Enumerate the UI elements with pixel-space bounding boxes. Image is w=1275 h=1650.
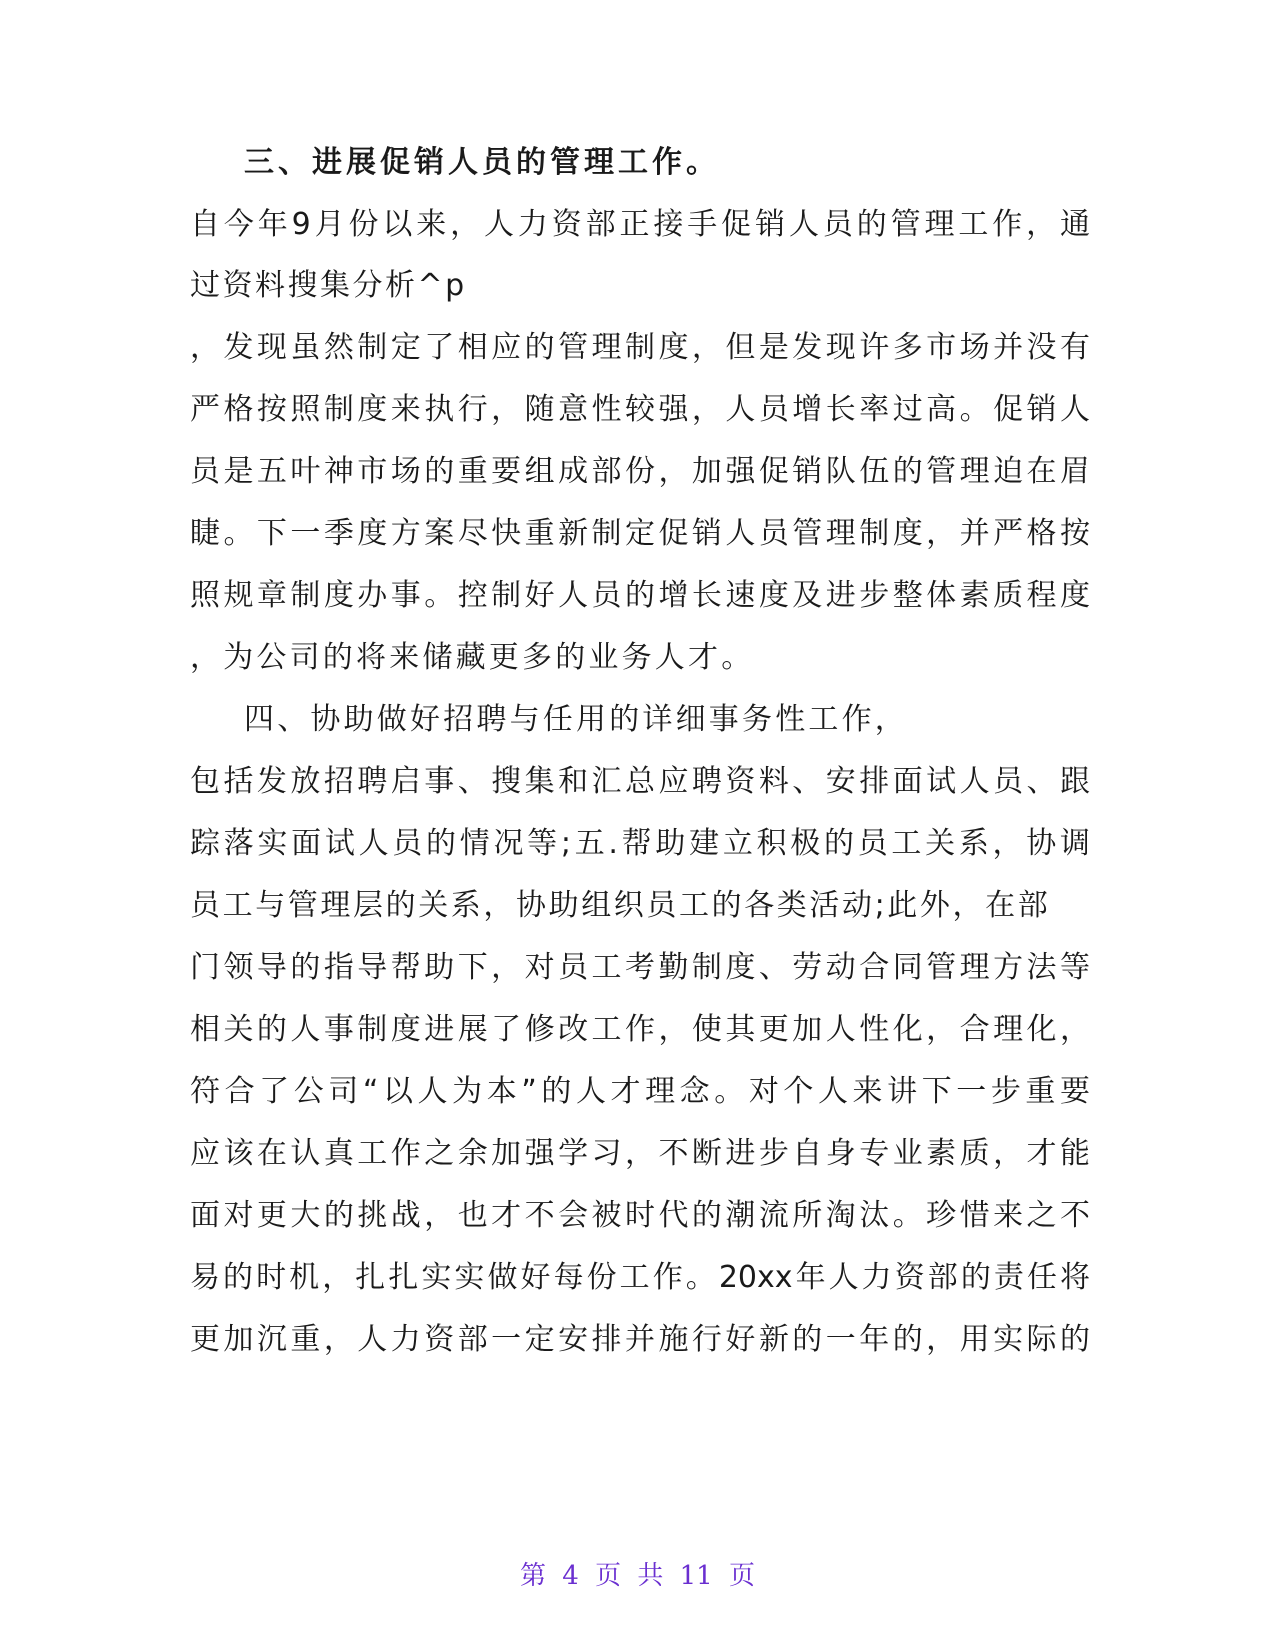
text-line: 应该在认真工作之余加强学习，不断进步自身专业素质，才能 bbox=[190, 1136, 1090, 1171]
footer-page-number: 4 bbox=[562, 1561, 579, 1591]
text-line: 门领导的指导帮助下，对员工考勤制度、劳动合同管理方法等 bbox=[190, 950, 1090, 985]
text-line: 过资料搜集分析^p bbox=[190, 268, 467, 303]
footer-total-word: 共 bbox=[637, 1561, 664, 1591]
text-line: 员是五叶神市场的重要组成部份，加强促销队伍的管理迫在眉 bbox=[190, 454, 1090, 489]
text-line: 相关的人事制度进展了修改工作，使其更加人性化，合理化， bbox=[190, 1012, 1090, 1047]
text-line: 严格按照制度来执行，随意性较强，人员增长率过高。促销人 bbox=[190, 392, 1090, 427]
text-line: 踪落实面试人员的情况等;五.帮助建立积极的员工关系，协调 bbox=[190, 826, 1090, 861]
text-line: 易的时机，扎扎实实做好每份工作。20xx年人力资部的责任将 bbox=[190, 1260, 1090, 1295]
text-line: 照规章制度办事。控制好人员的增长速度及进步整体素质程度 bbox=[190, 578, 1090, 613]
footer-total-pages: 11 bbox=[679, 1561, 713, 1591]
text-line: 包括发放招聘启事、搜集和汇总应聘资料、安排面试人员、跟 bbox=[190, 764, 1090, 799]
footer-suffix: 页 bbox=[729, 1561, 756, 1591]
text-line: ，为公司的将来储藏更多的业务人才。 bbox=[190, 640, 755, 675]
text-line: 睫。下一季度方案尽快重新制定促销人员管理制度，并严格按 bbox=[190, 516, 1090, 551]
text-line: 员工与管理层的关系，协助组织员工的各类活动;此外，在部 bbox=[190, 888, 1051, 923]
section-heading: 三、进展促销人员的管理工作。 bbox=[244, 145, 720, 180]
text-line: 自今年9月份以来，人力资部正接手促销人员的管理工作，通 bbox=[190, 207, 1090, 242]
page-footer bbox=[0, 1555, 1275, 1592]
text-line: ，发现虽然制定了相应的管理制度，但是发现许多市场并没有 bbox=[190, 330, 1090, 365]
section-heading-4: 四、协助做好招聘与任用的详细事务性工作， bbox=[244, 702, 908, 737]
footer-prefix: 第 bbox=[519, 1561, 546, 1591]
text-line: 面对更大的挑战，也才不会被时代的潮流所淘汰。珍惜来之不 bbox=[190, 1198, 1090, 1233]
footer-page-word: 页 bbox=[595, 1561, 622, 1591]
text-line: 更加沉重，人力资部一定安排并施行好新的一年的，用实际的 bbox=[190, 1322, 1090, 1357]
text-line: 符合了公司“以人为本”的人才理念。对个人来讲下一步重要 bbox=[190, 1074, 1090, 1109]
